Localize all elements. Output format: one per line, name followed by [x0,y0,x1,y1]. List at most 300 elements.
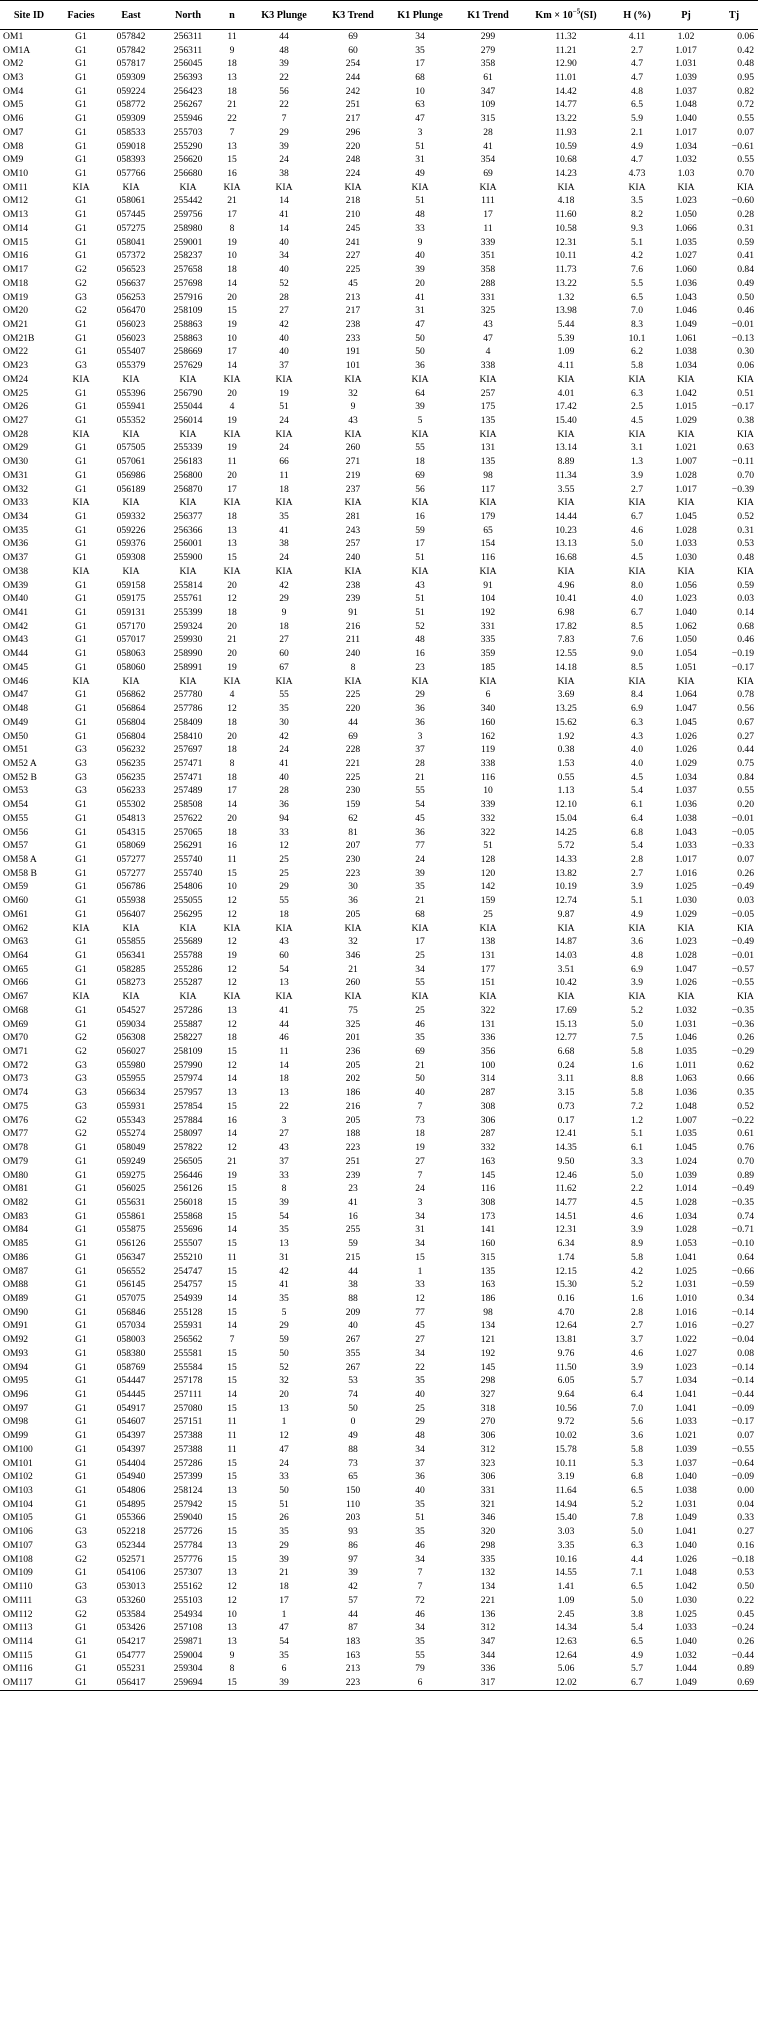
table-cell: 322 [480,1004,496,1016]
table-cell: 056552 [116,1265,146,1277]
table-cell: 257080 [173,1402,203,1414]
table-cell: 351 [480,250,496,262]
table-cell: −0.01 [731,812,754,824]
table-cell: 057075 [116,1292,146,1304]
table-cell: 3.5 [631,195,643,207]
table-cell: 2.8 [631,1306,643,1318]
table-cell: 0.44 [737,744,754,756]
table-cell: 1.025 [675,1608,697,1620]
table-cell: 14.77 [555,99,577,111]
table-cell: 13 [227,1087,237,1099]
table-cell: 255761 [173,593,203,605]
table-cell: 356 [480,1046,496,1058]
table-cell: G1 [75,895,87,907]
table-cell: 1.029 [675,414,697,426]
table-cell: 056126 [116,1238,146,1250]
table-row [0,510,758,524]
table-cell: KIA [479,922,497,934]
table-cell: 35 [279,1649,289,1661]
table-cell: 215 [345,1251,361,1263]
table-cell: G3 [75,1059,87,1071]
table-cell: 12 [227,1142,237,1154]
table-cell: 9.3 [631,222,643,234]
table-cell: 77 [415,840,425,852]
table-cell: KIA [122,675,140,687]
table-cell: 10.02 [555,1430,577,1442]
table-cell: 0.51 [737,387,754,399]
table-cell: 259930 [173,634,203,646]
table-cell: 240 [345,648,361,660]
table-cell: 138 [480,936,496,948]
table-cell: 057766 [116,168,146,180]
table-row [0,277,758,291]
table-cell: 60 [279,648,289,660]
table-cell: 1.026 [675,1553,697,1565]
table-row [0,922,758,936]
table-row [0,1402,758,1416]
table-cell: G3 [75,1100,87,1112]
table-row [0,195,758,209]
table-cell: 1.032 [675,1649,697,1661]
table-cell: 217 [345,113,361,125]
table-cell: 13.13 [555,538,577,550]
table-cell: 0.27 [737,1526,754,1538]
table-cell: 054404 [116,1457,146,1469]
table-cell: 12.77 [555,1032,577,1044]
table-cell: 1.03 [677,168,695,180]
table-cell: 24 [279,414,289,426]
table-cell: 88 [348,1292,358,1304]
table-cell: 4.5 [631,771,643,783]
table-cell: 11.62 [555,1183,577,1195]
table-cell: 15.40 [555,1512,577,1524]
table-cell: 11 [227,853,237,865]
table-cell: −0.55 [731,1443,754,1455]
table-cell: 322 [480,826,496,838]
table-cell: 1.030 [675,1594,697,1606]
table-cell: 347 [480,85,496,97]
table-cell: 8.3 [631,318,643,330]
table-cell: 131 [480,442,496,454]
table-cell: 056023 [116,332,146,344]
table-cell: 1.023 [675,593,697,605]
table-cell: 3 [417,1196,423,1208]
table-cell: KIA [557,565,575,577]
table-cell: 056341 [116,950,146,962]
table-cell: KIA [677,373,695,385]
table-cell: 1.32 [557,291,575,303]
table-cell: 055366 [116,1512,146,1524]
table-cell: 13 [279,1402,289,1414]
table-cell: 057170 [116,620,146,632]
table-cell: 257151 [173,1416,203,1428]
table-cell: −0.33 [731,840,754,852]
table-cell: 1.033 [675,840,697,852]
table-row [0,1018,758,1032]
table-cell: 11 [227,30,237,42]
table-cell: 053584 [116,1608,146,1620]
table-cell: 254747 [173,1265,203,1277]
table-cell: 11.01 [555,72,577,84]
table-cell: KIA [122,428,140,440]
table-cell: 11.21 [555,44,577,56]
table-row [0,1333,758,1347]
table-cell: G3 [75,744,87,756]
table-cell: 132 [480,1567,496,1579]
table-cell: 056637 [116,277,146,289]
table-cell: 056470 [116,305,146,317]
table-cell: G2 [75,1128,87,1140]
table-cell: 5.8 [631,1251,643,1263]
table-cell: 13 [227,1004,237,1016]
table-cell: 257286 [173,1004,203,1016]
table-cell: 163 [480,1155,496,1167]
table-cell: 54 [279,963,289,975]
table-cell: 256423 [173,85,203,97]
table-cell: 0.84 [737,264,754,276]
table-row [0,730,758,744]
table-cell: KIA [122,565,140,577]
site-id-cell: OM5 [3,99,24,111]
table-cell: 29 [415,1416,425,1428]
table-cell: 0.04 [737,1498,754,1510]
table-cell: 7.2 [631,1100,643,1112]
table-cell: KIA [122,991,140,1003]
table-cell: 254757 [173,1279,203,1291]
table-cell: 154 [480,538,496,550]
table-cell: G1 [75,799,87,811]
table-cell: 1.037 [675,785,697,797]
column-header [104,1,158,30]
table-cell: G3 [75,1594,87,1606]
header-row [0,1,758,30]
table-cell: 216 [345,620,361,632]
table-cell: KIA [72,181,90,193]
table-cell: 056986 [116,469,146,481]
table-cell: 6 [384,1676,456,1690]
table-cell: 6.9 [631,703,643,715]
table-cell: 258097 [173,1128,203,1140]
table-cell: 47 [415,318,425,330]
table-cell: 306 [480,1471,496,1483]
table-cell: 325 [480,305,496,317]
table-cell: 159 [480,895,496,907]
table-cell: 13 [227,524,237,536]
site-id-cell: OM99 [3,1430,29,1442]
table-cell: 22 [279,99,289,111]
table-cell: 19 [279,387,289,399]
table-cell: 75 [348,1004,358,1016]
table-cell: 1.024 [675,1155,697,1167]
table-cell: 058393 [116,154,146,166]
site-id-cell: OM70 [3,1032,29,1044]
table-cell: 1.036 [675,1087,697,1099]
table-cell: 37 [279,1155,289,1167]
table-cell: 7.83 [557,634,575,646]
site-id-cell: OM36 [3,538,29,550]
table-cell: G1 [75,1457,87,1469]
table-cell: 97 [348,1553,358,1565]
table-cell: 142 [480,881,496,893]
table-cell: 51 [415,140,425,152]
table-cell: 10.42 [555,977,577,989]
table-cell: 256018 [173,1196,203,1208]
table-cell: 35 [415,44,425,56]
table-cell: 5.8 [631,1443,643,1455]
table-cell: 255044 [173,401,203,413]
table-cell: 37 [415,1457,425,1469]
table-cell: 5.39 [557,332,575,344]
table-cell: 145 [480,1361,496,1373]
site-id-cell: OM107 [3,1539,33,1551]
table-cell: 14.23 [555,168,577,180]
table-cell: 47 [483,332,493,344]
table-cell: 1.016 [675,867,697,879]
table-cell: 9.64 [557,1389,575,1401]
table-cell: G1 [75,1635,87,1647]
table-cell: 29 [279,1539,289,1551]
table-cell: 221 [345,757,361,769]
table-row [0,661,758,675]
table-cell: G1 [75,511,87,523]
table-cell: KIA [122,497,140,509]
table-cell: 69 [348,30,358,42]
table-cell: −0.61 [731,140,754,152]
table-cell: 254934 [173,1608,203,1620]
table-cell: 217 [345,305,361,317]
table-cell: 257854 [173,1100,203,1112]
column-header [612,1,662,30]
table-cell: 29 [279,593,289,605]
site-id-cell: OM17 [3,264,29,276]
table-cell: 27 [415,1334,425,1346]
table-cell: 257942 [173,1498,203,1510]
table-cell: 43 [279,1142,289,1154]
site-id-cell: OM56 [3,826,29,838]
table-cell: 16 [415,648,425,660]
table-cell: 49 [348,1430,358,1442]
table-cell: KIA [479,675,497,687]
table-cell: 134 [480,1581,496,1593]
table-row [0,1045,758,1059]
site-id-cell: OM110 [3,1581,33,1593]
table-cell: 255286 [173,963,203,975]
table-cell: 1.023 [675,936,697,948]
table-cell: 14 [279,195,289,207]
site-id-cell: OM24 [3,373,29,385]
table-cell: G1 [75,689,87,701]
table-cell: 55 [415,1649,425,1661]
table-cell: 175 [480,401,496,413]
table-cell: 11.73 [555,264,577,276]
table-cell: 21 [227,1155,237,1167]
table-cell: 7.0 [631,1402,643,1414]
table-cell: 243 [345,524,361,536]
table-row [0,1525,758,1539]
table-cell: 40 [415,250,425,262]
table-cell: 4.70 [557,1306,575,1318]
table-cell: 6.68 [557,1046,575,1058]
table-cell: 40 [279,332,289,344]
table-cell: 15 [227,305,237,317]
table-cell: G1 [75,44,87,56]
table-cell: 6.34 [557,1238,575,1250]
table-cell: 359 [480,648,496,660]
table-cell: 256045 [173,58,203,70]
site-id-cell: OM76 [3,1114,29,1126]
table-cell: 056233 [116,785,146,797]
site-id-cell: OM39 [3,579,29,591]
table-cell: 7.6 [631,634,643,646]
site-id-cell: OM79 [3,1155,29,1167]
site-id-cell: OM12 [3,195,29,207]
table-row [0,1155,758,1169]
table-cell: G1 [75,1361,87,1373]
table-row [0,785,758,799]
table-cell: 059175 [116,593,146,605]
table-cell: 256505 [173,1155,203,1167]
table-cell: 1.041 [675,1402,697,1414]
table-cell: −0.04 [731,1334,754,1346]
table-cell: 257990 [173,1059,203,1071]
table-cell: KIA [479,565,497,577]
table-cell: −0.09 [731,1471,754,1483]
table-cell: 055302 [116,799,146,811]
table-cell: 13 [279,1238,289,1250]
table-cell: 42 [279,730,289,742]
table-row [0,1388,758,1402]
table-cell: 256377 [173,511,203,523]
table-cell: 256311 [173,30,203,42]
table-cell: 12 [227,977,237,989]
table-cell: 255584 [173,1361,203,1373]
table-cell: 18 [279,908,289,920]
table-cell: 257622 [173,812,203,824]
table-cell: 054527 [116,1004,146,1016]
table-cell: 257726 [173,1526,203,1538]
table-cell: 55 [415,977,425,989]
table-cell: 36 [415,716,425,728]
column-header-label: Site ID [13,9,45,21]
table-cell: −0.11 [732,456,754,468]
table-cell: 5.8 [631,360,643,372]
table-cell: 327 [480,1389,496,1401]
table-cell: 0 [350,1416,356,1428]
site-id-cell: OM78 [3,1142,29,1154]
table-cell: 255287 [173,977,203,989]
table-cell: 1.3 [631,456,643,468]
table-cell: G1 [75,250,87,262]
table-cell: KIA [179,497,197,509]
table-cell: 0.26 [737,1635,754,1647]
table-cell: 1.035 [675,236,697,248]
site-id-cell: OM109 [3,1567,33,1579]
table-cell: 17 [279,1594,289,1606]
table-cell: KIA [628,428,646,440]
table-cell: 93 [348,1526,358,1538]
table-cell: KIA [179,991,197,1003]
table-cell: 336 [480,1032,496,1044]
table-cell: 4.3 [631,730,643,742]
table-cell: 1.041 [675,1251,697,1263]
table-cell: 254939 [173,1292,203,1304]
table-cell: 057372 [116,250,146,262]
table-cell: 30 [348,881,358,893]
table-cell: −0.49 [731,1183,754,1195]
table-cell: 255740 [173,853,203,865]
table-cell: 13.81 [555,1334,577,1346]
table-cell: 054777 [116,1649,146,1661]
table-cell: 0.70 [737,469,754,481]
table-cell: 8.8 [631,1073,643,1085]
table-cell: 3.35 [557,1539,575,1551]
table-cell: 14 [227,799,237,811]
table-cell: 057017 [116,634,146,646]
table-cell: 45 [415,812,425,824]
table-cell: G1 [75,1142,87,1154]
table-cell: 270 [480,1416,496,1428]
table-cell: 057505 [116,442,146,454]
table-cell: 055861 [116,1210,146,1222]
table-cell: 15 [227,1498,237,1510]
table-cell: 14.18 [555,661,577,673]
table-cell: 4.5 [631,414,643,426]
table-cell: 0.26 [737,1032,754,1044]
table-cell: 18 [415,1128,425,1140]
site-id-cell: OM6 [3,113,24,125]
table-cell: 1.039 [675,1443,697,1455]
table-cell: 35 [279,703,289,715]
table-row [0,606,758,620]
table-cell: 15 [227,1279,237,1291]
table-cell: 055407 [116,346,146,358]
table-cell: −0.44 [731,1389,754,1401]
table-cell: 1.040 [675,1539,697,1551]
table-cell: 0.50 [737,291,754,303]
table-cell: 054397 [116,1443,146,1455]
table-cell: 34 [415,1443,425,1455]
table-cell: 057277 [116,867,146,879]
site-id-cell: OM82 [3,1196,29,1208]
table-cell: 15.13 [555,1018,577,1030]
table-cell: 79 [415,1663,425,1675]
table-cell: 10.19 [555,881,577,893]
table-cell: 14.77 [555,1196,577,1208]
table-cell: 42 [279,318,289,330]
table-cell: 257065 [173,826,203,838]
table-cell: 12.31 [555,236,577,248]
table-cell: 338 [480,757,496,769]
table-cell: 15 [227,1347,237,1359]
table-cell: 255900 [173,552,203,564]
table-cell: 14.51 [555,1210,577,1222]
table-row [0,935,758,949]
site-id-cell: OM98 [3,1416,29,1428]
table-cell: 3.1 [631,442,643,454]
table-cell: 0.59 [737,236,754,248]
table-cell: 0.08 [737,1347,754,1359]
table-cell: 110 [345,1498,361,1510]
table-cell: 12.10 [555,799,577,811]
table-cell: 14 [227,277,237,289]
table-cell: KIA [179,565,197,577]
table-cell: 201 [345,1032,361,1044]
site-id-cell: OM21B [3,332,35,344]
table-cell: 44 [348,1265,358,1277]
table-cell: 4.0 [631,757,643,769]
table-cell: 64 [415,387,425,399]
table-cell: 1.027 [675,1347,697,1359]
